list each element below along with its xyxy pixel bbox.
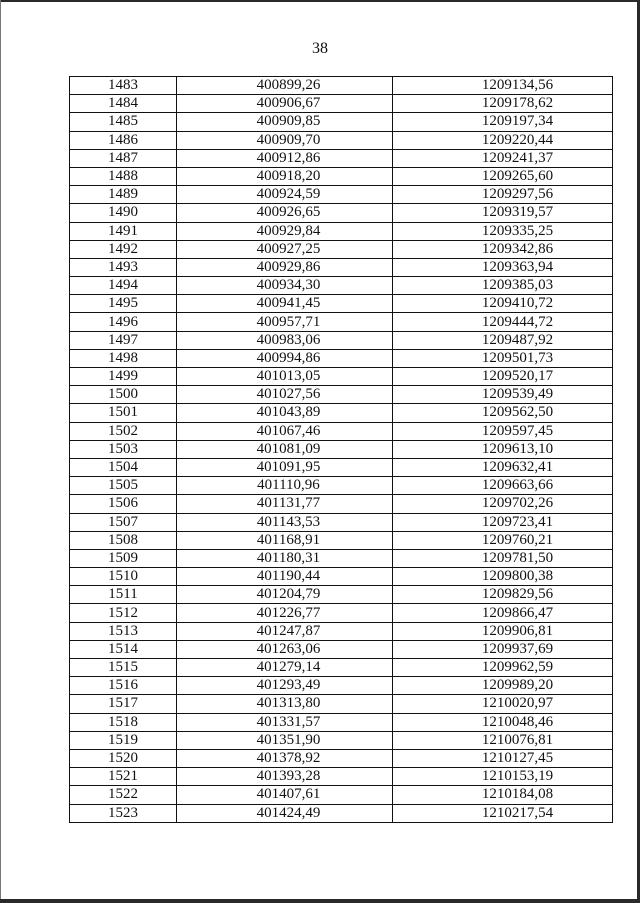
point-number-cell: 1518: [70, 713, 177, 731]
table-row: [70, 513, 613, 531]
table-row: [70, 458, 613, 476]
point-number-cell: 1485: [70, 113, 177, 131]
y-coordinate-cell: 1209760,21: [393, 531, 613, 549]
point-number-cell: 1496: [70, 313, 177, 331]
table-row: [70, 77, 613, 95]
x-coordinate-cell: 401263,06: [177, 640, 393, 658]
x-coordinate-cell: 401110,96: [177, 477, 393, 495]
x-coordinate-cell: 400909,85: [177, 113, 393, 131]
point-number-cell: 1515: [70, 659, 177, 677]
point-number-cell: 1504: [70, 458, 177, 476]
y-coordinate-cell: 1210076,81: [393, 731, 613, 749]
y-coordinate-cell: 1209520,17: [393, 368, 613, 386]
point-number-cell: 1488: [70, 167, 177, 185]
x-coordinate-cell: 400927,25: [177, 240, 393, 258]
x-coordinate-cell: 401226,77: [177, 604, 393, 622]
table-row: [70, 167, 613, 185]
x-coordinate-cell: 400929,84: [177, 222, 393, 240]
x-coordinate-cell: 400957,71: [177, 313, 393, 331]
x-coordinate-cell: 401091,95: [177, 458, 393, 476]
x-coordinate-cell: 401313,80: [177, 695, 393, 713]
x-coordinate-cell: 400924,59: [177, 186, 393, 204]
y-coordinate-cell: 1209866,47: [393, 604, 613, 622]
point-number-cell: 1500: [70, 386, 177, 404]
point-number-cell: 1486: [70, 131, 177, 149]
y-coordinate-cell: 1210020,97: [393, 695, 613, 713]
point-number-cell: 1521: [70, 768, 177, 786]
point-number-cell: 1495: [70, 295, 177, 313]
table-row: [70, 749, 613, 767]
table-row: [70, 477, 613, 495]
x-coordinate-cell: 400941,45: [177, 295, 393, 313]
coordinates-table: [69, 76, 613, 823]
y-coordinate-cell: 1210153,19: [393, 768, 613, 786]
page-border-bottom: [0, 899, 640, 903]
y-coordinate-cell: 1209989,20: [393, 677, 613, 695]
point-number-cell: 1491: [70, 222, 177, 240]
y-coordinate-cell: 1209319,57: [393, 204, 613, 222]
y-coordinate-cell: 1209781,50: [393, 549, 613, 567]
x-coordinate-cell: 400912,86: [177, 149, 393, 167]
page-number: 38: [312, 40, 328, 57]
table-row: [70, 368, 613, 386]
point-number-cell: 1490: [70, 204, 177, 222]
y-coordinate-cell: 1209134,56: [393, 77, 613, 95]
table-row: [70, 622, 613, 640]
x-coordinate-cell: 401013,05: [177, 368, 393, 386]
table-row: [70, 313, 613, 331]
y-coordinate-cell: 1209663,66: [393, 477, 613, 495]
point-number-cell: 1522: [70, 786, 177, 804]
table-row: [70, 331, 613, 349]
y-coordinate-cell: 1210217,54: [393, 804, 613, 822]
y-coordinate-cell: 1209702,26: [393, 495, 613, 513]
table-row: [70, 277, 613, 295]
point-number-cell: 1493: [70, 258, 177, 276]
x-coordinate-cell: 401180,31: [177, 549, 393, 567]
y-coordinate-cell: 1209539,49: [393, 386, 613, 404]
table-row: [70, 422, 613, 440]
point-number-cell: 1510: [70, 568, 177, 586]
point-number-cell: 1514: [70, 640, 177, 658]
table-row: [70, 586, 613, 604]
y-coordinate-cell: 1209501,73: [393, 349, 613, 367]
x-coordinate-cell: 401204,79: [177, 586, 393, 604]
point-number-cell: 1492: [70, 240, 177, 258]
table-row: [70, 768, 613, 786]
table-row: [70, 186, 613, 204]
y-coordinate-cell: 1209410,72: [393, 295, 613, 313]
table-row: [70, 440, 613, 458]
x-coordinate-cell: 400918,20: [177, 167, 393, 185]
x-coordinate-cell: 401393,28: [177, 768, 393, 786]
table-row: [70, 549, 613, 567]
point-number-cell: 1483: [70, 77, 177, 95]
point-number-cell: 1508: [70, 531, 177, 549]
y-coordinate-cell: 1209385,03: [393, 277, 613, 295]
y-coordinate-cell: 1209562,50: [393, 404, 613, 422]
table-row: [70, 113, 613, 131]
y-coordinate-cell: 1209906,81: [393, 622, 613, 640]
x-coordinate-cell: 400983,06: [177, 331, 393, 349]
x-coordinate-cell: 401143,53: [177, 513, 393, 531]
table-row: [70, 640, 613, 658]
point-number-cell: 1505: [70, 477, 177, 495]
y-coordinate-cell: 1210048,46: [393, 713, 613, 731]
point-number-cell: 1503: [70, 440, 177, 458]
table-row: [70, 131, 613, 149]
point-number-cell: 1513: [70, 622, 177, 640]
x-coordinate-cell: 400909,70: [177, 131, 393, 149]
point-number-cell: 1497: [70, 331, 177, 349]
table-row: [70, 349, 613, 367]
point-number-cell: 1523: [70, 804, 177, 822]
point-number-cell: 1506: [70, 495, 177, 513]
point-number-cell: 1511: [70, 586, 177, 604]
table-row: [70, 731, 613, 749]
point-number-cell: 1484: [70, 95, 177, 113]
table-row: [70, 386, 613, 404]
x-coordinate-cell: 401247,87: [177, 622, 393, 640]
y-coordinate-cell: 1209220,44: [393, 131, 613, 149]
table-row: [70, 258, 613, 276]
x-coordinate-cell: 401351,90: [177, 731, 393, 749]
point-number-cell: 1517: [70, 695, 177, 713]
y-coordinate-cell: 1209241,37: [393, 149, 613, 167]
table-row: [70, 149, 613, 167]
y-coordinate-cell: 1210184,08: [393, 786, 613, 804]
table-row: [70, 495, 613, 513]
y-coordinate-cell: 1209265,60: [393, 167, 613, 185]
x-coordinate-cell: 401131,77: [177, 495, 393, 513]
x-coordinate-cell: 400906,67: [177, 95, 393, 113]
table-row: [70, 677, 613, 695]
y-coordinate-cell: 1209444,72: [393, 313, 613, 331]
y-coordinate-cell: 1209723,41: [393, 513, 613, 531]
point-number-cell: 1512: [70, 604, 177, 622]
point-number-cell: 1502: [70, 422, 177, 440]
x-coordinate-cell: 401378,92: [177, 749, 393, 767]
table-row: [70, 604, 613, 622]
y-coordinate-cell: 1209800,38: [393, 568, 613, 586]
x-coordinate-cell: 400994,86: [177, 349, 393, 367]
table-row: [70, 695, 613, 713]
y-coordinate-cell: 1209363,94: [393, 258, 613, 276]
page-border-left: [0, 0, 1, 903]
x-coordinate-cell: 401293,49: [177, 677, 393, 695]
y-coordinate-cell: 1209487,92: [393, 331, 613, 349]
y-coordinate-cell: 1209297,56: [393, 186, 613, 204]
x-coordinate-cell: 401067,46: [177, 422, 393, 440]
x-coordinate-cell: 400929,86: [177, 258, 393, 276]
point-number-cell: 1507: [70, 513, 177, 531]
y-coordinate-cell: 1209597,45: [393, 422, 613, 440]
y-coordinate-cell: 1209613,10: [393, 440, 613, 458]
x-coordinate-cell: 401168,91: [177, 531, 393, 549]
point-number-cell: 1520: [70, 749, 177, 767]
point-number-cell: 1516: [70, 677, 177, 695]
y-coordinate-cell: 1209632,41: [393, 458, 613, 476]
x-coordinate-cell: 400899,26: [177, 77, 393, 95]
y-coordinate-cell: 1209342,86: [393, 240, 613, 258]
x-coordinate-cell: 401190,44: [177, 568, 393, 586]
x-coordinate-cell: 401279,14: [177, 659, 393, 677]
y-coordinate-cell: 1209937,69: [393, 640, 613, 658]
table-row: [70, 295, 613, 313]
x-coordinate-cell: 401331,57: [177, 713, 393, 731]
table-row: [70, 404, 613, 422]
point-number-cell: 1509: [70, 549, 177, 567]
table-row: [70, 568, 613, 586]
x-coordinate-cell: 401407,61: [177, 786, 393, 804]
y-coordinate-cell: 1209178,62: [393, 95, 613, 113]
table-row: [70, 204, 613, 222]
x-coordinate-cell: 401027,56: [177, 386, 393, 404]
x-coordinate-cell: 401081,09: [177, 440, 393, 458]
y-coordinate-cell: 1209829,56: [393, 586, 613, 604]
y-coordinate-cell: 1209335,25: [393, 222, 613, 240]
table-row: [70, 659, 613, 677]
table-row: [70, 222, 613, 240]
y-coordinate-cell: 1210127,45: [393, 749, 613, 767]
point-number-cell: 1499: [70, 368, 177, 386]
table-row: [70, 713, 613, 731]
point-number-cell: 1487: [70, 149, 177, 167]
point-number-cell: 1498: [70, 349, 177, 367]
x-coordinate-cell: 400926,65: [177, 204, 393, 222]
point-number-cell: 1489: [70, 186, 177, 204]
table-row: [70, 531, 613, 549]
table-row: [70, 804, 613, 822]
point-number-cell: 1494: [70, 277, 177, 295]
x-coordinate-cell: 401424,49: [177, 804, 393, 822]
point-number-cell: 1501: [70, 404, 177, 422]
table-row: [70, 240, 613, 258]
page-border-top: [0, 0, 640, 2]
table-row: [70, 95, 613, 113]
point-number-cell: 1519: [70, 731, 177, 749]
coordinates-table-body: [70, 77, 613, 823]
x-coordinate-cell: 401043,89: [177, 404, 393, 422]
y-coordinate-cell: 1209962,59: [393, 659, 613, 677]
x-coordinate-cell: 400934,30: [177, 277, 393, 295]
y-coordinate-cell: 1209197,34: [393, 113, 613, 131]
table-row: [70, 786, 613, 804]
